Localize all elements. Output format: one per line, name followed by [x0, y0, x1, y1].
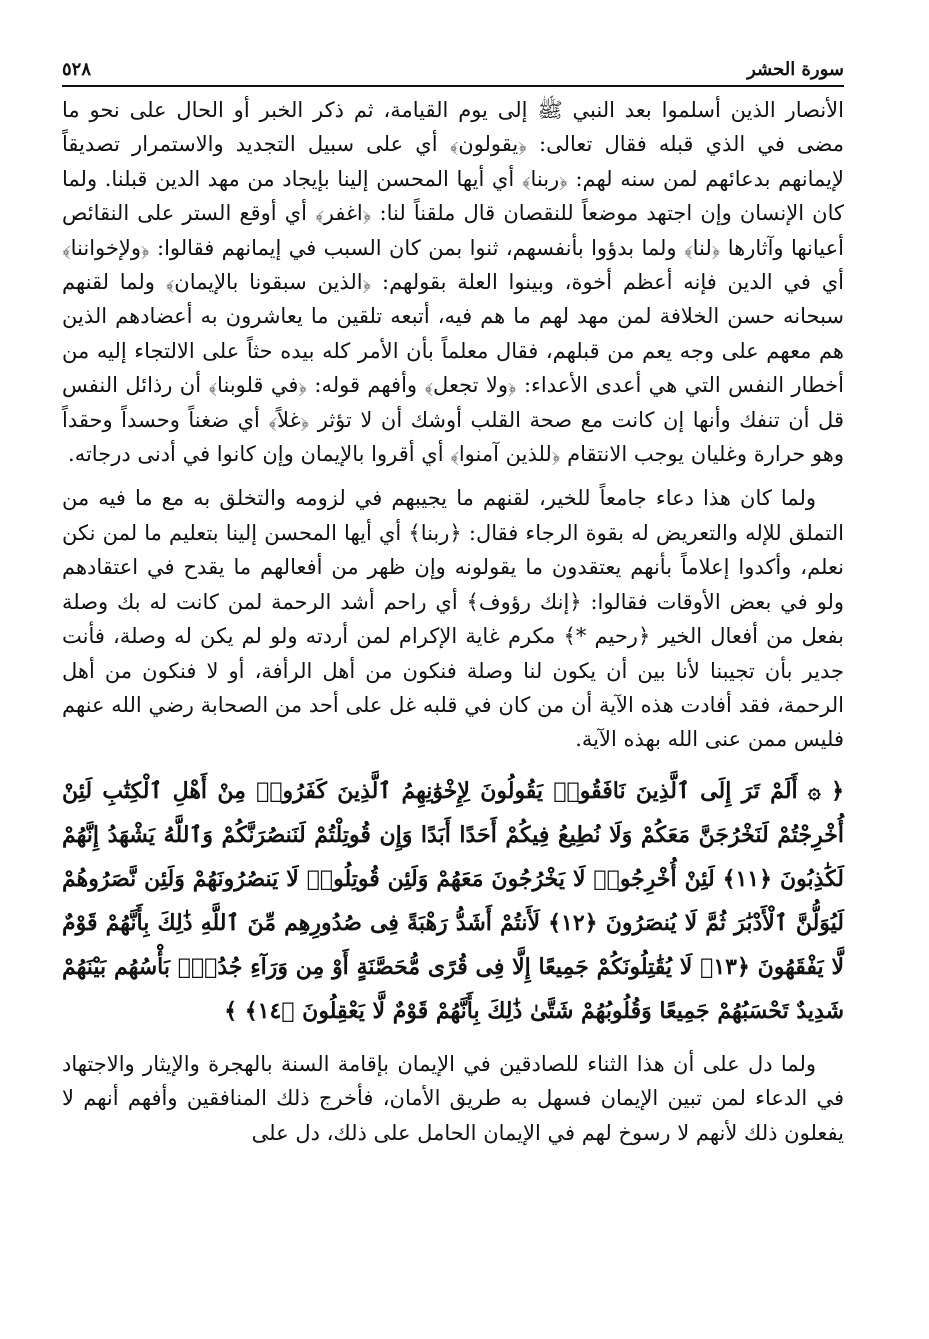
page-number: ٥٢٨ — [62, 59, 92, 80]
surah-name: سورة الحشر — [747, 59, 844, 80]
paragraph: ولما كان هذا دعاء جامعاً للخير، لقنهم ما يجيبهم في لزومه والتخلق به مع ما فيه من التملق للإله والتعريض له بقوة الرجاء فقال: ﴿ربنا﴾ أي أيها المحسن إلينا بتعليم ما لمن نكن نعلم، وأكدوا إعلاماً بأنهم يعتقدون ما يقولونه وإن ظهر من أفعالهم ما يقدح في اعتقادهم ولو في بعض الأوقات فقالوا: ﴿إنك رؤوف﴾ أي راحم أشد الرحمة لمن كانت له بك وصلة بفعل من أفعال الخير ﴿رحيم *﴾ مكرم غاية الإكرام لمن أردته ولو لم يكن له وصلة، فأنت جدير بأن تجيبنا لأنا بين أن يكون لنا وصلة فنكون من أهل الرأفة، أو لا فنكون من أهل الرحمة، فقد أفادت هذه الآية أن من كان في قلبه غل على أحد من الصحابة رضي الله عنهم فليس ممن عنى الله بهذه الآية. — [62, 486, 844, 752]
closing-text — [62, 1047, 844, 1150]
quran-verses: ﴿ ۞ أَلَمْ تَرَ إِلَى ٱلَّذِينَ نَافَقُوا۟ يَقُولُونَ لِإِخْوَٰنِهِمُ ٱلَّذِينَ كَفَرُوا۟ مِنْ أَهْلِ ٱلْكِتَٰبِ لَئِنْ أُخْرِجْتُمْ لَنَخْرُجَنَّ مَعَكُمْ وَلَا نُطِيعُ فِيكُمْ أَحَدًا أَبَدًا وَإِن قُوتِلْتُمْ لَنَنصُرَنَّكُمْ وَٱللَّهُ يَشْهَدُ إِنَّهُمْ لَكَٰذِبُونَ ﴿١١﴾ لَئِنْ أُخْرِجُوا۟ لَا يَخْرُجُونَ مَعَهُمْ وَلَئِن قُوتِلُوا۟ لَا يَنصُرُونَهُمْ وَلَئِن نَّصَرُوهُمْ لَيُوَلُّنَّ ٱلْأَدْبَٰرَ ثُمَّ لَا يُنصَرُونَ ﴿١٢﴾ لَأَنتُمْ أَشَدُّ رَهْبَةً فِى صُدُورِهِم مِّنَ ٱللَّهِ ذَٰلِكَ بِأَنَّهُمْ قَوْمٌ لَّا يَفْقَهُونَ ﴿١٣﴾ لَا يُقَٰتِلُونَكُمْ جَمِيعًا إِلَّا فِى قُرًى مُّحَصَّنَةٍ أَوْ مِن وَرَآءِ جُدُرٍۭ بَأْسُهُم بَيْنَهُمْ شَدِيدٌ تَحْسَبُهُمْ جَمِيعًا وَقُلُوبُهُمْ شَتَّىٰ ذَٰلِكَ بِأَنَّهُمْ قَوْمٌ لَّا يَعْقِلُونَ ﴿١٤﴾ ﴾ — [62, 777, 844, 1024]
commentary-text — [62, 93, 844, 757]
paragraph: ولما دل على أن هذا الثناء للصادقين في الإيمان بإقامة السنة بالهجرة والإيثار والاجتهاد في الدعاء لمن تبين الإيمان فسهل به طريق الأمان، فأخرج ذلك المنافقين وأفهم أنهم لا يفعلون ذلك لأنهم لا رسوخ لهم في الإيمان الحامل على ذلك، دل على — [62, 1051, 844, 1145]
running-header — [62, 55, 844, 87]
book-page — [62, 55, 844, 1150]
paragraph: الأنصار الذين أسلموا بعد النبي ﷺ إلى يوم القيامة، ثم ذكر الخبر أو الحال على نحو ما مضى في الذي قبله فقال تعالى: ﴿يقولون﴾ أي على سبيل التجديد والاستمرار تصديقاً لإيمانهم بدعائهم لمن سنه لهم: ﴿ربنا﴾ أي أيها المحسن إلينا بإيجاد من مهد الدين قبلنا. ولما كان الإنسان وإن اجتهد موضعاً للنقصان قال ملقناً لنا: ﴿اغفر﴾ أي أوقع الستر على النقائص أعيانها وآثارها ﴿لنا﴾ ولما بدؤوا بأنفسهم، ثنوا بمن كان السبب في إيمانهم فقالوا: ﴿ولإخواننا﴾ أي في الدين فإنه أعظم أخوة، وبينوا العلة بقولهم: ﴿الذين سبقونا بالإيمان﴾ ولما لقنهم سبحانه حسن الخلافة لمن مهد لهم ما هم فيه، أتبعه تلقين ما يعاشرون به أعضادهم الذين هم معهم على وجه يعم من قبلهم، فقال معلماً بأن الأمر كله بيده حثاً على الالتجاء إليه من أخطار النفس التي هي أعدى الأعداء: ﴿ولا تجعل﴾ وأفهم قوله: ﴿في قلوبنا﴾ أن رذائل النفس قل أن تنفك وأنها إن كانت مع صحة القلب أوشك أن لا تؤثر ﴿غلاً﴾ أي ضغناً وحسداً وحقداً وهو حرارة وغليان يوجب الانتقام ﴿للذين آمنوا﴾ أي أقروا بالإيمان وإن كانوا في أدنى درجاته. — [62, 98, 844, 467]
